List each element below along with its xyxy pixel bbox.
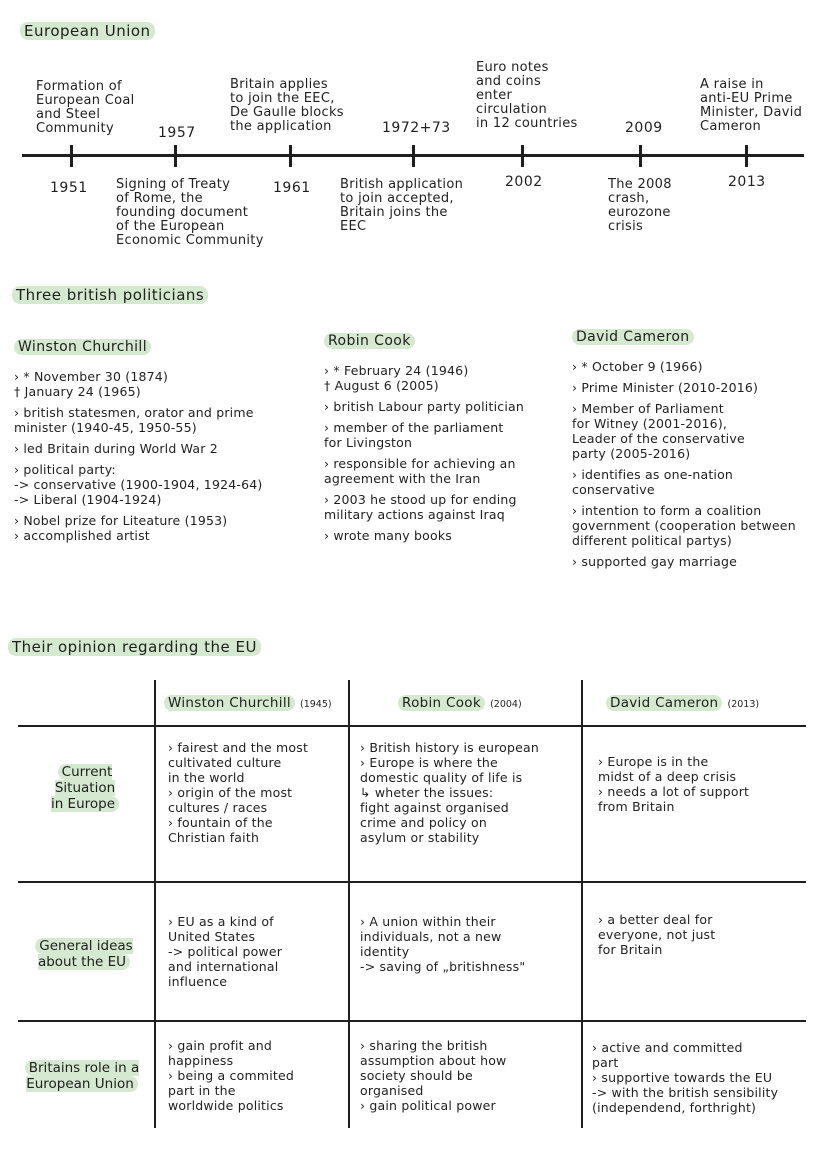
year-label: 2013 — [728, 174, 766, 190]
table-cell: › fairest and the most cultivated culture in the world › origin of the most cultures / races › fountain of the Christian faith — [168, 740, 309, 845]
table-hline — [18, 881, 806, 883]
event-2013: A raise in anti-EU Prime Minister, David Cameron — [700, 77, 803, 134]
col-header-year: (2004) — [490, 699, 522, 710]
page-title: European Union — [20, 22, 155, 40]
timeline-tick-2013 — [745, 145, 748, 167]
col-header-name: Winston Churchill — [164, 695, 295, 711]
table-hline — [18, 725, 806, 727]
table-vline — [348, 680, 350, 1128]
table-cell: › A union within their individuals, not a new identity -> saving of „britishness" — [360, 914, 526, 974]
event-1972: British application to join accepted, Britain joins the EEC — [340, 177, 464, 234]
bullet: › 2003 he stood up for ending military actions against Iraq — [324, 492, 517, 522]
cook-bio — [324, 330, 574, 549]
opinions-heading: Their opinion regarding the EU — [8, 638, 261, 656]
row-label-britains-role: Britains role in a European Union — [26, 1060, 140, 1092]
table-cell: › sharing the british assumption about how society should be organised › gain political power — [360, 1038, 507, 1113]
table-vline — [154, 680, 156, 1128]
event-2002: Euro notes and coins enter circulation in 12 countries — [476, 60, 578, 131]
col-header-year: (2013) — [727, 699, 760, 710]
table-cell: › Europe is in the midst of a deep crisis › needs a lot of support from Britain — [598, 754, 750, 814]
bullet: › * February 24 (1946) † August 6 (2005) — [324, 363, 469, 393]
year-label: 1972+73 — [382, 120, 451, 136]
bullet: › wrote many books — [324, 528, 452, 543]
bullet: › identifies as one-nation conservative — [572, 467, 734, 497]
col-header-churchill — [164, 692, 332, 711]
bullet: › intention to form a coalition government (cooperation between different political partys) — [572, 503, 796, 548]
table-cell: › EU as a kind of United States -> political power and international influence — [168, 914, 283, 989]
year-label: 2009 — [625, 120, 663, 136]
bullet: › Prime Minister (2010-2016) — [572, 380, 759, 395]
year-label: 2002 — [505, 174, 543, 190]
col-header-year: (1945) — [300, 699, 332, 710]
cameron-bio — [572, 326, 824, 575]
bullet: › responsible for achieving an agreement with the Iran — [324, 456, 516, 486]
bullet: › british statesmen, orator and prime minister (1940-45, 1950-55) — [14, 405, 254, 435]
event-1961: Britain applies to join the EEC, De Gaulle blocks the application — [230, 77, 344, 134]
cameron-name: David Cameron — [572, 329, 694, 345]
bullet: › led Britain during World War 2 — [14, 441, 218, 456]
timeline-tick-1951 — [70, 145, 73, 167]
timeline-tick-1972 — [412, 145, 415, 167]
timeline-tick-1961 — [289, 145, 292, 167]
table-cell: › active and committed part › supportive towards the EU -> with the british sensibility (independend, forthright) — [592, 1040, 779, 1115]
table-cell: › British history is european › Europe is where the domestic quality of life is ↳ wheter the issues: fight against organised crime and policy on asylum or stability — [360, 740, 539, 845]
churchill-bio — [14, 336, 314, 549]
row-label-general-ideas: General ideas about the EU — [16, 938, 152, 970]
event-1951: Formation of European Coal and Steel Community — [36, 79, 135, 136]
bullet: › supported gay marriage — [572, 554, 737, 569]
event-1957: Signing of Treaty of Rome, the founding document of the European Economic Community — [116, 177, 264, 248]
year-label: 1951 — [50, 180, 88, 196]
cook-name: Robin Cook — [324, 333, 415, 349]
bullet: › * November 30 (1874) † January 24 (1965) — [14, 369, 169, 399]
table-cell: › a better deal for everyone, not just for Britain — [598, 912, 716, 957]
bullet: › Nobel prize for Liteature (1953) › accomplished artist — [14, 513, 228, 543]
col-header-name: David Cameron — [606, 695, 722, 711]
year-label: 1957 — [158, 125, 196, 141]
bullet: › Member of Parliament for Witney (2001-2016), Leader of the conservative party (2005-2016) — [572, 401, 745, 461]
col-header-name: Robin Cook — [398, 695, 485, 711]
timeline-tick-2009 — [639, 145, 642, 167]
col-header-cook — [398, 692, 522, 711]
row-label-current-situation: Current Situation in Europe — [20, 764, 150, 812]
table-cell: › gain profit and happiness › being a commited part in the worldwide politics — [168, 1038, 295, 1113]
bullet: › * October 9 (1966) — [572, 359, 703, 374]
event-2009: The 2008 crash, eurozone crisis — [608, 177, 672, 234]
bullet: › member of the parliament for Livingston — [324, 420, 504, 450]
bullet: › british Labour party politician — [324, 399, 524, 414]
year-label: 1961 — [273, 180, 311, 196]
timeline-tick-2002 — [521, 145, 524, 167]
table-hline — [18, 1020, 806, 1022]
timeline-tick-1957 — [174, 145, 177, 167]
churchill-name: Winston Churchill — [14, 339, 151, 355]
politicians-heading: Three british politicians — [12, 286, 208, 304]
table-vline — [581, 680, 583, 1128]
bullet: › political party: -> conservative (1900-1904, 1924-64) -> Liberal (1904-1924) — [14, 462, 263, 507]
col-header-cameron — [606, 692, 759, 711]
